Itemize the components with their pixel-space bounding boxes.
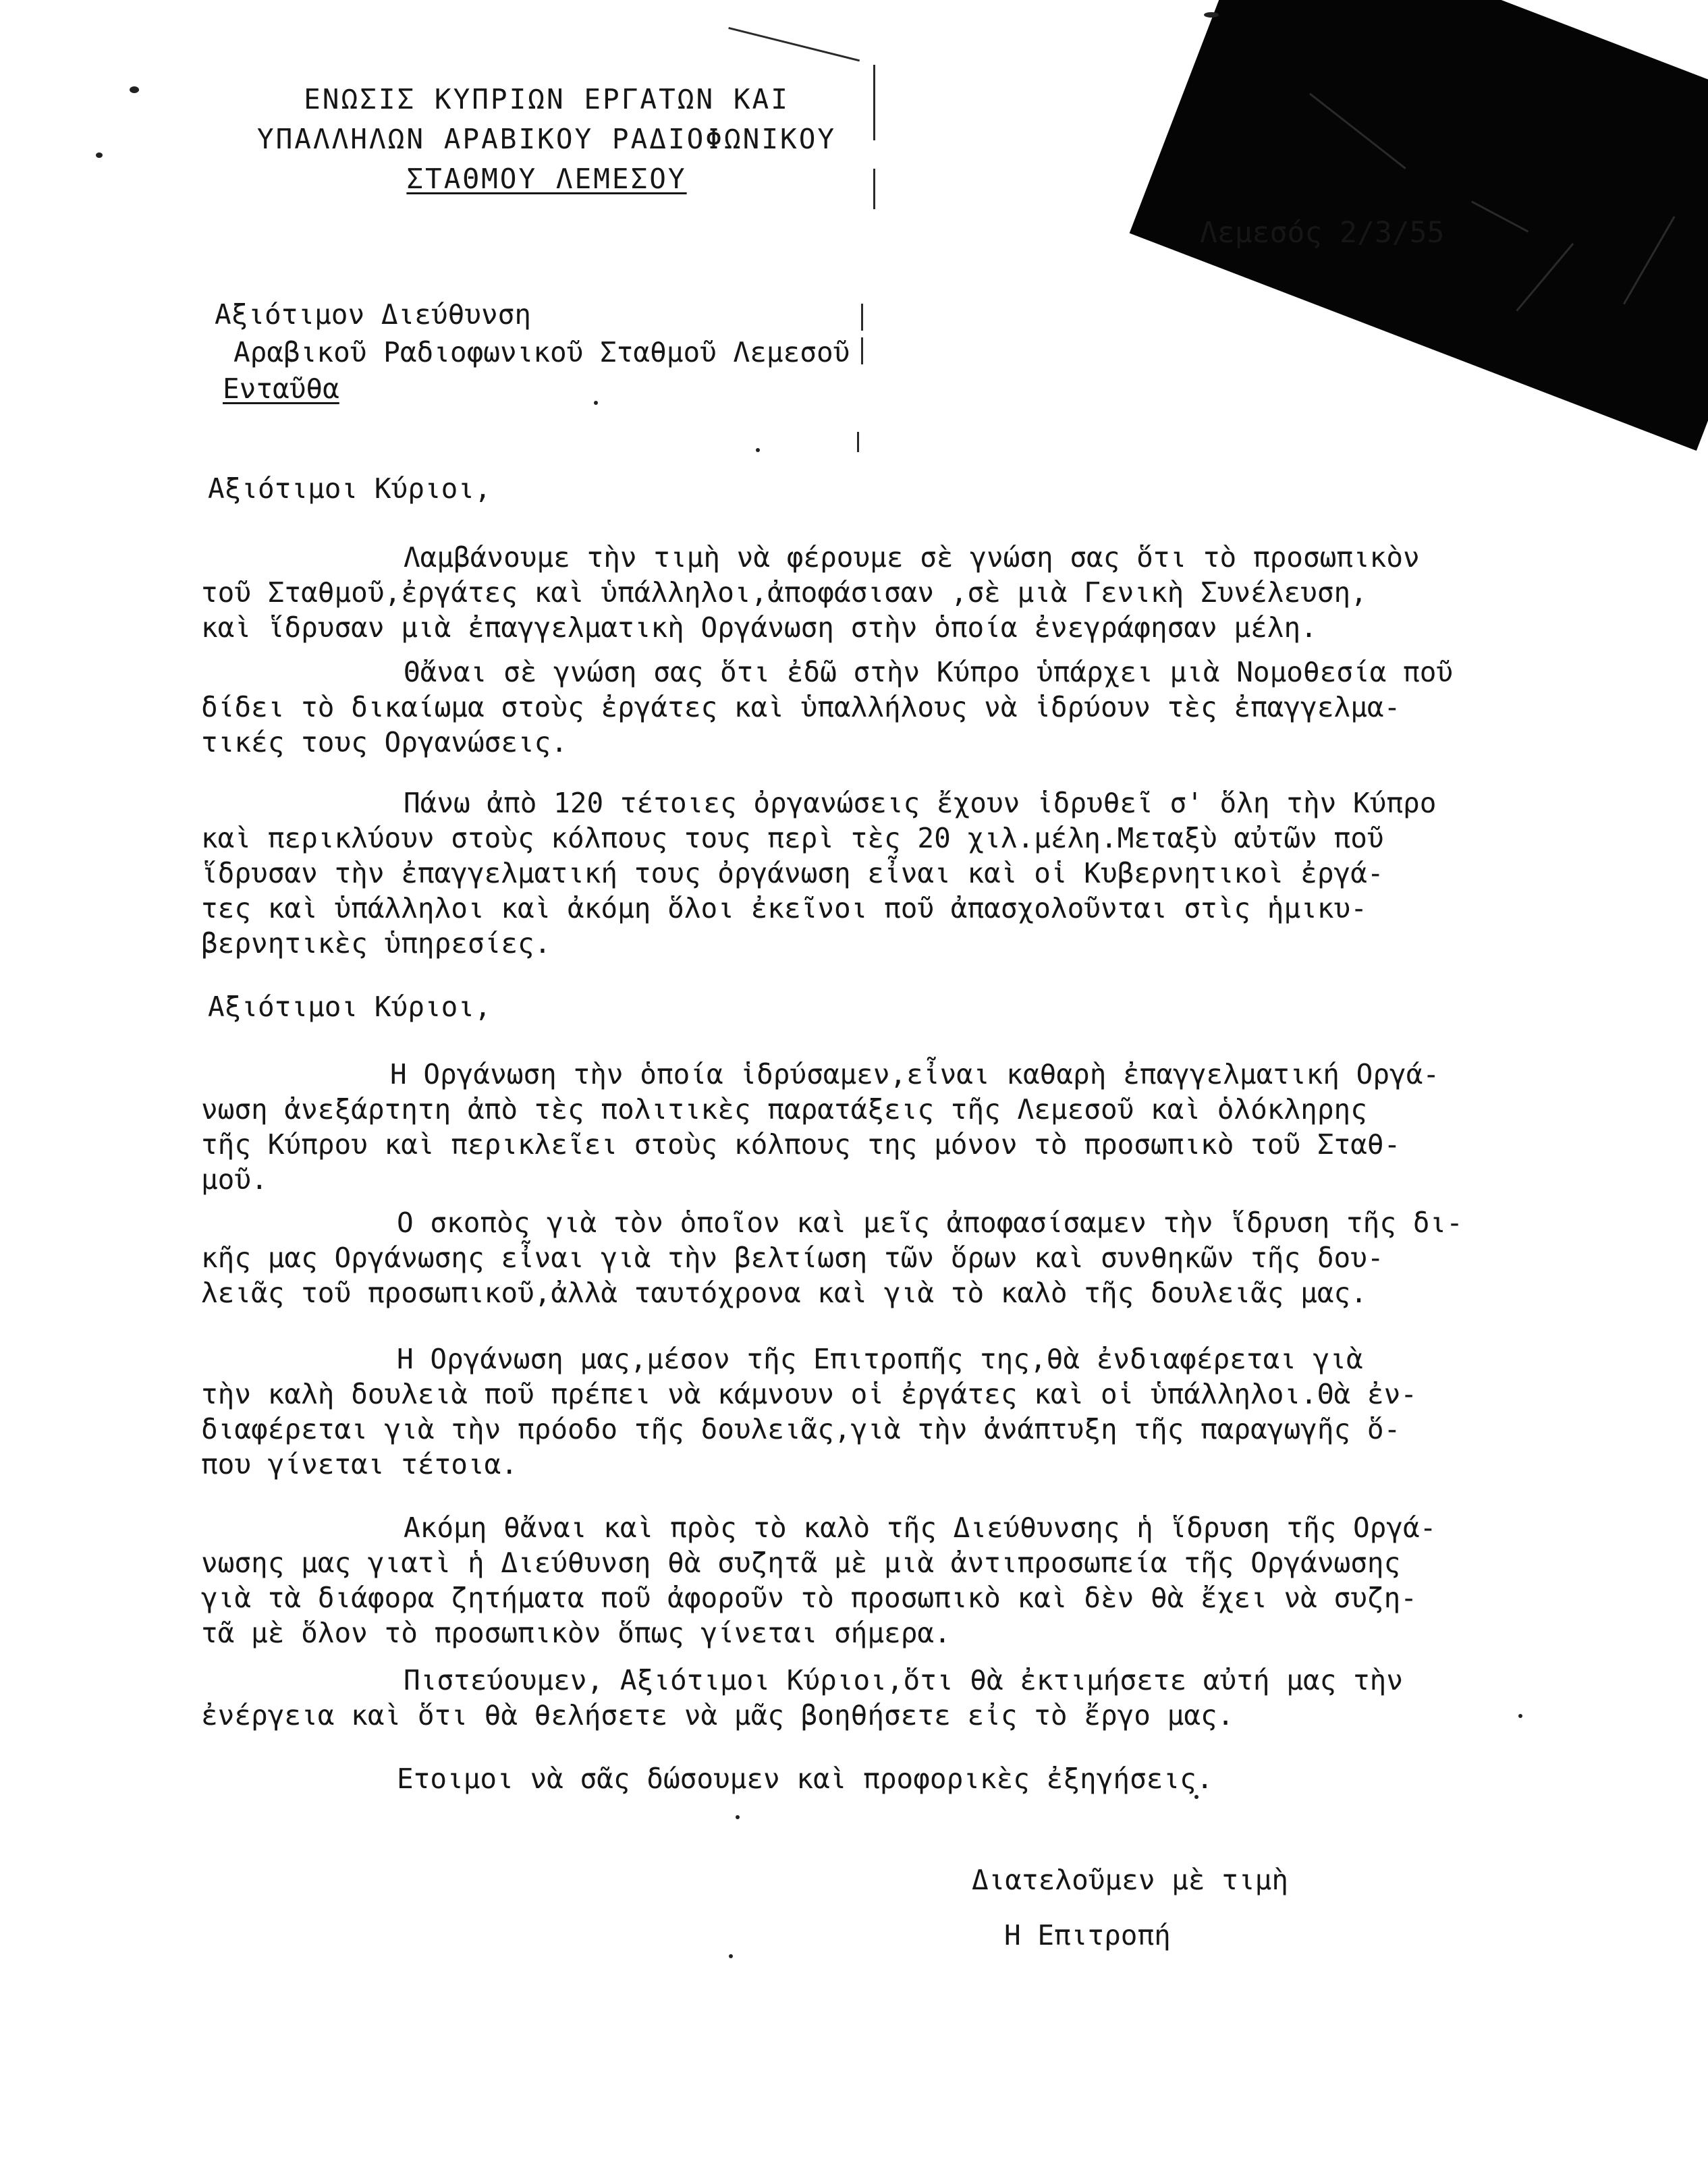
paragraph-8-line: ἐνέργεια καὶ ὅτι θὰ θελήσετε νὰ μᾶς βοηθήσετε εἰς τὸ ἔργο μας.: [201, 1699, 1234, 1731]
paragraph-2-line: τικές τους Οργανώσεις.: [201, 726, 568, 758]
paragraph-1: [201, 540, 1692, 645]
closing-line: Διατελοῦμεν μὲ τιμὴ: [972, 1864, 1288, 1896]
paragraph-3-line: καὶ περικλύουν στοὺς κόλπους τους περὶ τὲς 20 χιλ.μέλη.Μεταξὺ αὐτῶν ποῦ: [201, 822, 1384, 854]
paragraph-4-line: μοῦ.: [201, 1163, 268, 1196]
scan-speck: [96, 153, 103, 158]
paragraph-5: [201, 1205, 1692, 1310]
scan-mark: [873, 65, 875, 140]
paragraph-8: [201, 1663, 1692, 1733]
recipient-line-3: Ενταῦθα: [223, 372, 339, 405]
paragraph-4-line: νωση ἀνεξάρτητη ἀπὸ τὲς πολιτικὲς παρατάξεις τῆς Λεμεσοῦ καὶ ὁλόκληρης: [201, 1093, 1367, 1126]
scan-mark: [861, 337, 863, 364]
paragraph-8-line: Πιστεύουμεν, Αξιότιμοι Κύριοι,ὅτι θὰ ἐκτιμήσετε αὐτή μας τὴν: [404, 1664, 1404, 1696]
letterhead: [223, 80, 871, 199]
paragraph-1-line: καὶ ἵδρυσαν μιὰ ἐπαγγελματικὴ Οργάνωση στὴν ὁποία ἐνεγράφησαν μέλη.: [201, 611, 1317, 644]
paragraph-3-line: Πάνω ἀπὸ 120 τέτοιες ὀργανώσεις ἔχουν ἱδρυθεῖ σ' ὅλη τὴν Κύπρο: [404, 787, 1437, 819]
paragraph-5-line: κῆς μας Οργάνωσης εἶναι γιὰ τὴν βελτίωση τῶν ὅρων καὶ συνθηκῶν τῆς δου-: [201, 1242, 1384, 1274]
paragraph-6: [201, 1341, 1692, 1482]
letterhead-line-1: ΕΝΩΣΙΣ ΚΥΠΡΙΩΝ ΕΡΓΑΤΩΝ ΚΑΙ: [304, 83, 790, 115]
paragraph-3-line: ἵδρυσαν τὴν ἐπαγγελματική τους ὀργάνωση εἶναι καὶ οἱ Κυβερνητικοὶ ἐργά-: [201, 857, 1384, 889]
paragraph-7-line: γιὰ τὰ διάφορα ζητήματα ποῦ ἀφοροῦν τὸ προσωπικὸ καὶ δὲν θὰ ἔχει νὰ συζη-: [201, 1582, 1417, 1614]
scan-speck: [594, 401, 598, 405]
paragraph-6-line: διαφέρεται γιὰ τὴν πρόοδο τῆς δουλειᾶς,γιὰ τὴν ἀνάπτυξη τῆς παραγωγῆς ὅ-: [201, 1413, 1401, 1445]
paragraph-5-line: Ο σκοπὸς γιὰ τὸν ὁποῖον καὶ μεῖς ἀποφασίσαμεν τὴν ἵδρυση τῆς δι-: [397, 1207, 1463, 1239]
paragraph-3-line: τες καὶ ὑπάλληλοι καὶ ἀκόμη ὅλοι ἐκεῖνοι ποῦ ἀπασχολοῦνται στὶς ἡμικυ-: [201, 892, 1367, 924]
paragraph-4-line: τῆς Κύπρου καὶ περικλεῖει στοὺς κόλπους της μόνον τὸ προσωπικὸ τοῦ Σταθ-: [201, 1128, 1401, 1161]
signature: Η Επιτροπή: [1004, 1919, 1171, 1951]
paragraph-5-line: λειᾶς τοῦ προσωπικοῦ,ἀλλὰ ταυτόχρονα καὶ γιὰ τὸ καλὸ τῆς δουλειᾶς μας.: [201, 1277, 1367, 1309]
scan-speck: [1204, 12, 1219, 18]
salutation-1: Αξιότιμοι Κύριοι,: [208, 472, 491, 505]
recipient-line-2: Αραβικοῦ Ραδιοφωνικοῦ Σταθμοῦ Λεμεσοῦ: [233, 336, 850, 368]
scan-speck: [736, 1815, 740, 1819]
paragraph-7-line: νωσης μας γιατὶ ἡ Διεύθυνση θὰ συζητᾶ μὲ μιὰ ἀντιπροσωπεία τῆς Οργάνωσης: [201, 1547, 1401, 1579]
scan-speck: [729, 1954, 733, 1958]
scan-mark: [861, 304, 863, 331]
scan-mark: [857, 432, 859, 452]
paragraph-6-line: τὴν καλὴ δουλειὰ ποῦ πρέπει νὰ κάμνουν οἱ ἐργάτες καὶ οἱ ὑπάλληλοι.Θὰ ἐν-: [201, 1378, 1417, 1410]
paragraph-7: [201, 1510, 1692, 1651]
paragraph-4-line: Η Οργάνωση τὴν ὁποία ἱδρύσαμεν,εἶναι καθαρὴ ἐπαγγελματική Οργά-: [390, 1058, 1440, 1090]
paragraph-9-line: Ετοιμοι νὰ σᾶς δώσουμεν καὶ προφορικὲς ἐξηγήσεις.: [397, 1763, 1213, 1795]
paragraph-7-line: τᾶ μὲ ὅλον τὸ προσωπικὸν ὅπως γίνεται σήμερα.: [201, 1617, 951, 1649]
paragraph-6-line: Η Οργάνωση μας,μέσον τῆς Επιτροπῆς της,θὰ ἐνδιαφέρεται γιὰ: [397, 1343, 1363, 1375]
paragraph-3: [201, 785, 1692, 961]
paragraph-9: [201, 1761, 1692, 1796]
paragraph-6-line: που γίνεται τέτοια.: [201, 1448, 518, 1480]
salutation-2: Αξιότιμοι Κύριοι,: [208, 991, 491, 1023]
paragraph-3-line: βερνητικὲς ὑπηρεσίες.: [201, 927, 551, 960]
paragraph-1-line: Λαμβάνουμε τὴν τιμὴ νὰ φέρουμε σὲ γνώση σας ὅτι τὸ προσωπικὸν: [404, 541, 1420, 574]
letterhead-line-3: ΣΤΑΘΜΟΥ ΛΕΜΕΣΟΥ: [406, 163, 687, 195]
paragraph-7-line: Ακόμη θἄναι καὶ πρὸς τὸ καλὸ τῆς Διεύθυνσης ἡ ἵδρυση τῆς Οργά-: [404, 1512, 1437, 1544]
scan-speck: [130, 86, 139, 93]
scan-mark: [728, 27, 860, 61]
letter-date: Λεμεσός 2/3/55: [1200, 216, 1445, 250]
scan-mark: [873, 169, 875, 209]
scan-speck: [756, 448, 760, 452]
paragraph-4: [201, 1057, 1692, 1197]
paragraph-2-line: Θἄναι σὲ γνώση σας ὅτι ἐδῶ στὴν Κύπρο ὑπάρχει μιὰ Νομοθεσία ποῦ: [404, 656, 1454, 688]
letterhead-line-2: ΥΠΑΛΛΗΛΩΝ ΑΡΑΒΙΚΟΥ ΡΑΔΙΟΦΩΝΙΚΟΥ: [256, 123, 837, 155]
paragraph-2: [201, 655, 1692, 760]
paragraph-1-line: τοῦ Σταθμοῦ,ἐργάτες καὶ ὑπάλληλοι,ἀποφάσισαν ,σὲ μιὰ Γενικὴ Συνέλευση,: [201, 576, 1367, 609]
paragraph-2-line: δίδει τὸ δικαίωμα στοὺς ἐργάτες καὶ ὑπαλλήλους νὰ ἱδρύουν τὲς ἐπαγγελμα-: [201, 691, 1401, 723]
recipient-line-1: Αξιότιμον Διεύθυνση: [215, 298, 531, 331]
